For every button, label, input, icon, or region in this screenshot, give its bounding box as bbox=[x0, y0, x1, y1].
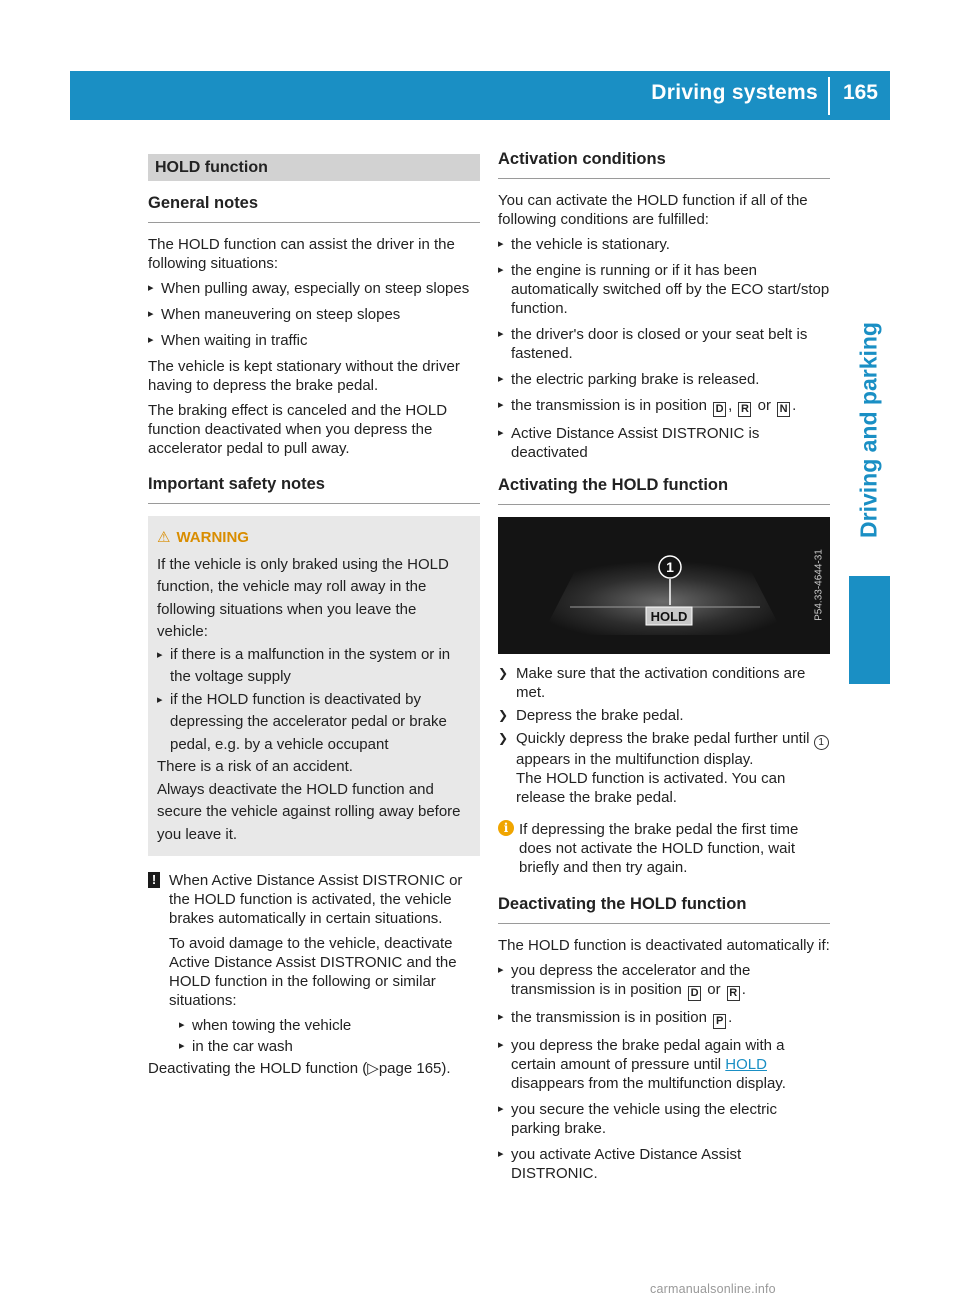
note-p2: To avoid damage to the vehicle, deactivate Active Distance Assist DISTRONIC and the HOLD function in the following or similar situations: bbox=[169, 935, 457, 1009]
or-text: or bbox=[757, 397, 771, 414]
step3-text-a: Quickly depress the brake pedal further until bbox=[516, 730, 810, 747]
list-item: ▸ When waiting in traffic bbox=[148, 331, 480, 350]
step3-text-b: appears in the multifunction display. bbox=[516, 751, 754, 768]
header-divider bbox=[828, 77, 830, 115]
info-icon: i bbox=[498, 820, 514, 836]
step-2: ❯ Depress the brake pedal. bbox=[498, 706, 830, 725]
note-list bbox=[169, 1016, 480, 1056]
ref-end: ). bbox=[441, 1060, 451, 1077]
list-item: ▸ in the car wash bbox=[179, 1037, 480, 1056]
list-item: ▸ if there is a malfunction in the system or in the voltage supply bbox=[157, 644, 471, 689]
list-item: ▸ When maneuvering on steep slopes bbox=[148, 305, 480, 324]
image-code bbox=[812, 517, 826, 654]
list-item: ▸ you secure the vehicle using the electric parking brake. bbox=[498, 1100, 830, 1138]
activation-list bbox=[498, 235, 830, 462]
list-item: ▸ When pulling away, especially on steep slopes bbox=[148, 279, 480, 298]
note-p1: When Active Distance Assist DISTRONIC or the HOLD function is activated, the vehicle brakes automatically in certain situations. bbox=[169, 872, 463, 927]
warning-risk: There is a risk of an accident. bbox=[157, 758, 353, 775]
deactivating-reference bbox=[148, 1059, 480, 1078]
warning-box bbox=[148, 516, 480, 856]
transmission-text: the transmission is in position bbox=[511, 397, 707, 414]
gear-p-icon: P bbox=[713, 1014, 726, 1029]
list-item: ▸ Active Distance Assist DISTRONIC is deactivated bbox=[498, 424, 830, 462]
gear-d-icon: D bbox=[713, 402, 726, 417]
step3-result: The HOLD function is activated. You can release the brake pedal. bbox=[516, 770, 786, 806]
list-item: ▸ the electric parking brake is released. bbox=[498, 370, 830, 389]
general-notes-p1: The vehicle is kept stationary without the driver having to depress the brake pedal. bbox=[148, 358, 460, 394]
hold-display-text: HOLD bbox=[725, 1056, 767, 1073]
item3-text-a: you depress the brake pedal again with a certain amount of pressure until bbox=[511, 1037, 785, 1073]
list-item: ▸ when towing the vehicle bbox=[179, 1016, 480, 1035]
heading-general-notes: General notes bbox=[148, 194, 480, 223]
page-reference-link[interactable]: page 165 bbox=[378, 1060, 442, 1077]
page-header bbox=[70, 71, 890, 120]
info-note bbox=[498, 820, 830, 877]
list-item: ▸ the vehicle is stationary. bbox=[498, 235, 830, 254]
image-code-text: P54.33-4644-31 bbox=[813, 549, 825, 621]
left-column bbox=[148, 154, 480, 1084]
heading-deactivating: Deactivating the HOLD function bbox=[498, 895, 830, 924]
warning-list bbox=[157, 644, 471, 757]
or-text: or bbox=[707, 981, 721, 998]
step-1: ❯ Make sure that the activation conditions are met. bbox=[498, 664, 830, 702]
list-item: ▸ the transmission is in position P . bbox=[498, 1008, 830, 1029]
chapter-tab-label: Driving and parking bbox=[855, 322, 882, 538]
hold-display-image bbox=[498, 517, 830, 654]
item2-text: the transmission is in position bbox=[511, 1009, 707, 1026]
list-item: ▸ the transmission is in position D , R or N . bbox=[498, 396, 830, 417]
heading-safety-notes: Important safety notes bbox=[148, 475, 480, 504]
item3-text-b: disappears from the multifunction display. bbox=[511, 1075, 786, 1092]
warning-triangle-icon: ⚠ bbox=[157, 529, 171, 546]
item1-text: you depress the accelerator and the transmission is in position bbox=[511, 962, 751, 998]
ref-text: Deactivating the HOLD function ( bbox=[148, 1060, 368, 1077]
callout-1-icon: 1 bbox=[814, 735, 829, 750]
info-text: If depressing the brake pedal the first time does not activate the HOLD function, wait briefly and then try again. bbox=[519, 821, 799, 876]
page-number: 165 bbox=[842, 81, 878, 104]
hold-indicator: HOLD bbox=[650, 609, 688, 624]
warning-action: Always deactivate the HOLD function and secure the vehicle against rolling away before you leave it. bbox=[157, 780, 461, 843]
general-notes-p2: The braking effect is canceled and the HOLD function deactivated when you depress the accelerator pedal to pull away. bbox=[148, 402, 448, 457]
general-notes-list bbox=[148, 279, 480, 350]
gear-n-icon: N bbox=[777, 402, 790, 417]
heading-activation-conditions: Activation conditions bbox=[498, 150, 830, 179]
right-column bbox=[498, 150, 830, 1190]
list-item: ▸ the driver's door is closed or your seat belt is fastened. bbox=[498, 325, 830, 363]
gear-d-icon: D bbox=[688, 986, 701, 1001]
callout-number: 1 bbox=[666, 559, 674, 575]
warning-header bbox=[157, 527, 471, 550]
chapter-tab bbox=[849, 300, 890, 560]
step-3 bbox=[498, 729, 830, 807]
exclamation-icon: ! bbox=[148, 872, 160, 888]
source-watermark: carmanualsonline.info bbox=[650, 1282, 776, 1296]
header-title: Driving systems bbox=[651, 81, 818, 104]
display-illustration bbox=[498, 517, 830, 654]
list-item: ▸ if the HOLD function is deactivated by depressing the accelerator pedal or brake pedal, e.g. by a vehicle occupant bbox=[157, 689, 471, 757]
chapter-tab-marker bbox=[849, 576, 890, 684]
warning-label: WARNING bbox=[176, 529, 249, 546]
deactivating-list bbox=[498, 961, 830, 1183]
list-item: ▸ you depress the accelerator and the transmission is in position D or R . bbox=[498, 961, 830, 1001]
gear-r-icon: R bbox=[727, 986, 740, 1001]
damage-note bbox=[148, 871, 480, 1056]
activation-intro: You can activate the HOLD function if all of the following conditions are fulfilled: bbox=[498, 192, 808, 228]
gear-r-icon: R bbox=[738, 402, 751, 417]
list-item: ▸ you activate Active Distance Assist DISTRONIC. bbox=[498, 1145, 830, 1183]
list-item bbox=[498, 1036, 830, 1093]
list-item: ▸ the engine is running or if it has been automatically switched off by the ECO start/stop function. bbox=[498, 261, 830, 318]
page-ref-arrow-icon: ▷ bbox=[367, 1060, 379, 1077]
heading-activating: Activating the HOLD function bbox=[498, 476, 830, 505]
warning-intro: If the vehicle is only braked using the HOLD function, the vehicle may roll away in the following situations when you leave the vehicle: bbox=[157, 555, 449, 640]
deactivating-intro: The HOLD function is deactivated automatically if: bbox=[498, 937, 830, 954]
general-notes-intro: The HOLD function can assist the driver in the following situations: bbox=[148, 236, 455, 272]
section-title-hold: HOLD function bbox=[148, 154, 480, 181]
